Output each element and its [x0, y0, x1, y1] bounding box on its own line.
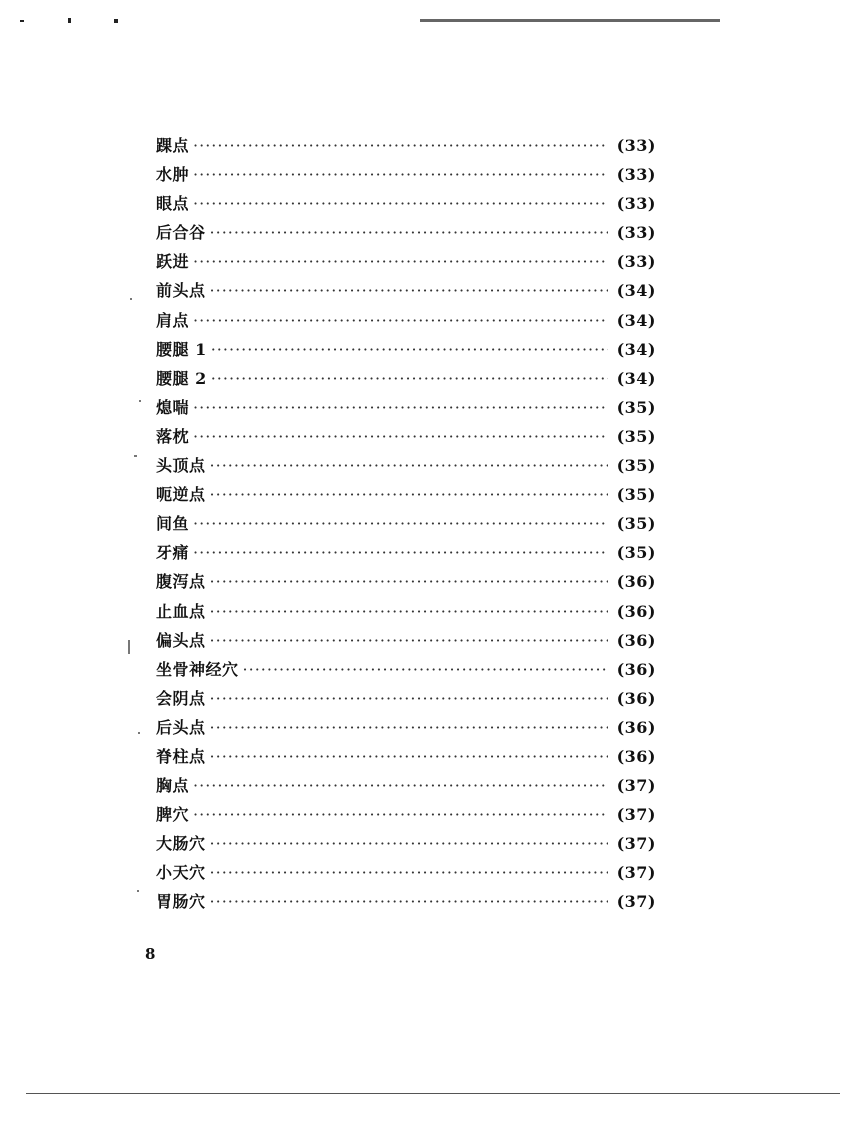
toc-entry-label: 间鱼	[156, 514, 190, 534]
toc-entry-label: 眼点	[156, 194, 190, 214]
toc-entry	[156, 424, 656, 453]
toc-entry-label: 前头点	[156, 281, 206, 301]
dot-leader	[210, 892, 608, 911]
toc-entry-label: 踝点	[156, 136, 190, 155]
toc-entry	[156, 540, 656, 569]
dot-leader	[210, 718, 608, 737]
toc-entry-page: (35)	[616, 456, 656, 476]
toc-entry-label: 胃肠穴	[156, 892, 206, 912]
toc-entry-label: 止血点	[156, 601, 206, 621]
toc-entry	[156, 744, 656, 773]
toc-entry	[156, 395, 656, 424]
dot-leader	[210, 689, 608, 708]
toc-entry-page: (33)	[616, 252, 656, 272]
toc-entry-label: 偏头点	[156, 630, 206, 650]
toc-entry	[156, 249, 656, 278]
dot-leader	[193, 543, 608, 562]
toc-entry	[156, 308, 656, 337]
toc-entry-label: 头顶点	[156, 456, 206, 476]
dot-leader	[193, 776, 608, 795]
toc-entry-page: (37)	[616, 805, 656, 825]
dot-leader	[211, 340, 608, 359]
toc-entry-label: 腹泻点	[156, 572, 206, 592]
toc-entry-page: (36)	[616, 717, 656, 737]
toc-entry	[156, 337, 656, 366]
toc-entry	[156, 831, 656, 860]
toc-entry-label: 会阴点	[156, 688, 206, 708]
toc-entry	[156, 482, 656, 511]
toc-entry-label: 大肠穴	[156, 834, 206, 854]
dot-leader	[193, 427, 608, 446]
scan-speck	[137, 890, 139, 892]
toc-entry-page: (33)	[616, 136, 656, 155]
toc-entry-page: (34)	[616, 339, 656, 359]
toc-entry-page: (37)	[616, 776, 656, 796]
toc-entry-page: (35)	[616, 426, 656, 446]
dot-leader	[193, 252, 608, 271]
toc-entry	[156, 657, 656, 686]
scan-speck	[138, 732, 140, 734]
toc-entry-label: 肩点	[156, 310, 190, 330]
dot-leader	[193, 165, 608, 184]
toc-entry-label: 腰腿 1	[156, 339, 207, 359]
toc-entry-label: 呃逆点	[156, 485, 206, 505]
dot-leader	[210, 747, 608, 766]
dot-leader	[210, 863, 608, 882]
toc-entry-page: (34)	[616, 368, 656, 388]
dot-leader	[210, 572, 608, 591]
toc-entry-page: (35)	[616, 514, 656, 534]
dot-leader	[211, 369, 608, 388]
toc-entry-page: (35)	[616, 485, 656, 505]
bottom-rule	[26, 1093, 840, 1094]
scan-speck	[128, 640, 130, 654]
toc-entry-page: (33)	[616, 194, 656, 214]
toc-entry-label: 水肿	[156, 165, 190, 185]
toc-entry	[156, 511, 656, 540]
toc-entry-page: (37)	[616, 863, 656, 883]
scan-speck	[134, 455, 137, 457]
toc-entry	[156, 889, 656, 918]
scan-speck	[139, 400, 141, 402]
dot-leader	[193, 311, 608, 330]
toc-entry-page: (36)	[616, 688, 656, 708]
toc-entry	[156, 191, 656, 220]
dot-leader	[210, 602, 608, 621]
toc-entry	[156, 453, 656, 482]
toc-entry-page: (36)	[616, 746, 656, 766]
toc-entry-label: 牙痛	[156, 543, 190, 563]
toc-entry-label: 小天穴	[156, 863, 206, 883]
toc-entry-label: 落枕	[156, 426, 190, 446]
toc-entry	[156, 715, 656, 744]
table-of-contents	[156, 133, 656, 919]
dot-leader	[210, 223, 608, 242]
toc-entry-page: (33)	[616, 165, 656, 185]
dot-leader	[210, 834, 608, 853]
toc-entry	[156, 599, 656, 628]
toc-entry	[156, 569, 656, 598]
toc-entry	[156, 860, 656, 889]
toc-entry-page: (34)	[616, 310, 656, 330]
toc-entry	[156, 773, 656, 802]
toc-entry	[156, 220, 656, 249]
toc-entry-label: 坐骨神经穴	[156, 659, 239, 679]
dot-leader	[210, 281, 608, 300]
dot-leader	[193, 805, 608, 824]
dot-leader	[193, 194, 608, 213]
toc-entry-page: (33)	[616, 223, 656, 243]
dot-leader	[210, 631, 608, 650]
toc-entry-page: (36)	[616, 572, 656, 592]
dot-leader	[193, 398, 608, 417]
dot-leader	[210, 456, 608, 475]
scan-speck	[130, 298, 132, 300]
toc-entry-label: 后合谷	[156, 223, 206, 243]
toc-entry-label: 脊柱点	[156, 746, 206, 766]
toc-entry	[156, 686, 656, 715]
dot-leader	[193, 514, 608, 533]
scan-header-marks	[20, 8, 820, 38]
toc-entry-label: 后头点	[156, 717, 206, 737]
toc-entry-label: 胸点	[156, 776, 190, 796]
toc-entry-page: (35)	[616, 397, 656, 417]
toc-entry-page: (34)	[616, 281, 656, 301]
toc-entry	[156, 366, 656, 395]
dot-leader	[193, 136, 608, 155]
toc-entry	[156, 162, 656, 191]
toc-entry-page: (36)	[616, 601, 656, 621]
page-number: 8	[145, 945, 156, 963]
dot-leader	[243, 660, 608, 679]
toc-entry-label: 跃进	[156, 252, 190, 272]
toc-entry-page: (36)	[616, 659, 656, 679]
toc-entry-label: 脾穴	[156, 805, 190, 825]
toc-entry-label: 熄喘	[156, 397, 190, 417]
toc-entry	[156, 628, 656, 657]
toc-entry-page: (37)	[616, 834, 656, 854]
toc-entry-page: (35)	[616, 543, 656, 563]
toc-entry	[156, 278, 656, 307]
toc-entry	[156, 802, 656, 831]
toc-entry-label: 腰腿 2	[156, 368, 207, 388]
toc-entry-page: (37)	[616, 892, 656, 912]
toc-entry-page: (36)	[616, 630, 656, 650]
dot-leader	[210, 485, 608, 504]
toc-entry	[156, 133, 656, 162]
